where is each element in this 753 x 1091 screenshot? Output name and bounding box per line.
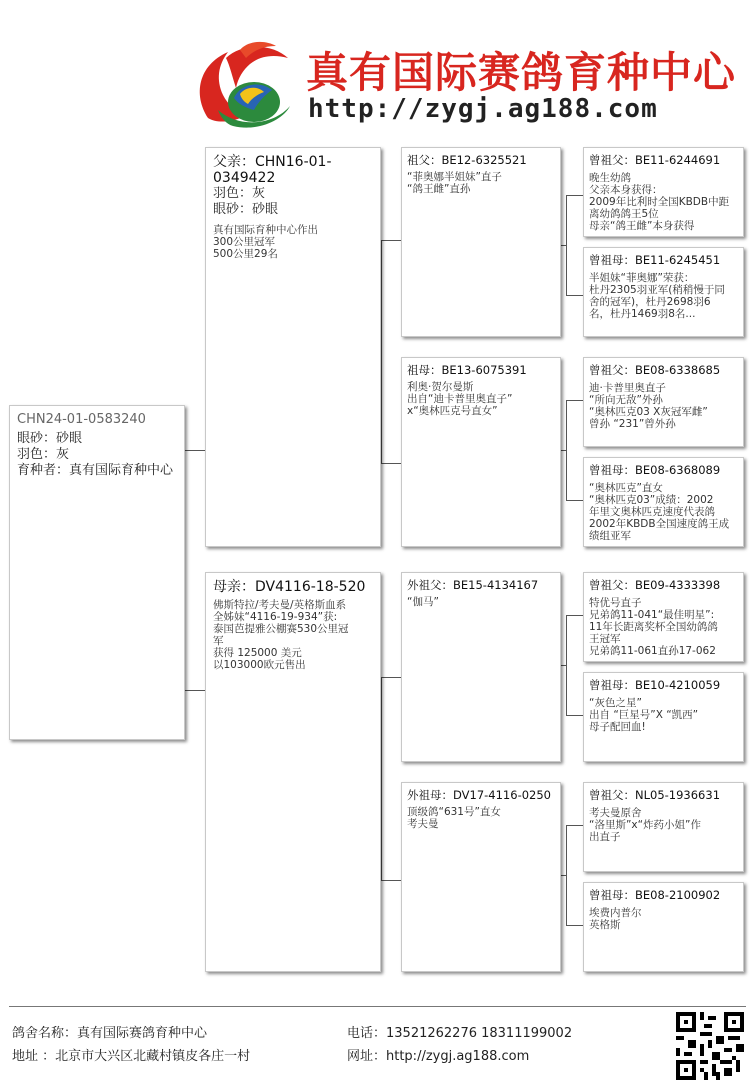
- dam-note: 泰国芭提雅公棚赛530公里冠: [213, 623, 349, 635]
- dam-note: 获得 125000 美元: [213, 647, 302, 659]
- great-grandparent-note: 离幼鸽鸽王5位: [589, 208, 659, 220]
- qr-code-icon[interactable]: [676, 1012, 744, 1080]
- great-grandparent-note: 2009年比利时全国KBDB中距: [589, 196, 730, 208]
- great-grandparent-note: “奥林匹克03”成绩：2002: [589, 494, 714, 506]
- sire-note: 300公里冠军: [213, 236, 276, 248]
- brand-title: 真有国际赛鸽育种中心: [306, 48, 737, 97]
- subject-breeder: 育种者：真有国际育种中心: [17, 463, 174, 478]
- great-grandparent-note: 兄弟鸽11-041“最佳明星”:: [589, 609, 715, 621]
- grandparent-note: “菲奥娜半姐妹”直子: [407, 171, 502, 183]
- great-grandparent-note: 年里文奥林匹克速度代表鸽: [589, 506, 715, 518]
- great-grandparent-note: 出自 “巨星号”X “凯西”: [589, 709, 699, 721]
- great-grandparent-note: “洛里斯”x“炸药小姐”作: [589, 819, 701, 831]
- great-grandparent-note: 埃费内普尔: [589, 907, 642, 919]
- great-grandparent-note: 王冠军: [589, 633, 621, 645]
- grandparent-note: x“奥林匹克号直女”: [407, 405, 498, 417]
- footer-address: 地址 ：北京市大兴区北藏村镇皮各庄一村: [12, 1049, 251, 1064]
- sire-card[interactable]: [205, 147, 381, 547]
- footer-phone: 电话：13521262276 18311199002: [347, 1026, 573, 1041]
- great-grandparent-note: “奥林匹克”直女: [589, 482, 663, 494]
- sire-color: 羽色：灰: [213, 186, 266, 201]
- great-grandparent-note: 迪·卡普里奥直子: [589, 382, 666, 394]
- great-grandparent-title: 曾祖父：BE09-4333398: [589, 578, 721, 592]
- great-grandparent-note: 舍的冠军)，杜丹2698羽6: [589, 296, 711, 308]
- sire-note: 500公里29名: [213, 248, 278, 260]
- grandparent-title: 外祖母：DV17-4116-0250: [407, 788, 551, 802]
- great-grandparent-title: 曾祖母：BE08-2100902: [589, 888, 721, 902]
- great-grandparent-card-1[interactable]: [583, 147, 744, 237]
- dam-note: 全姊妹“4116-19-934”获:: [213, 611, 338, 623]
- great-grandparent-title: 曾祖母：BE08-6368089: [589, 463, 721, 477]
- great-grandparent-card-7[interactable]: [583, 782, 744, 872]
- grandparent-title: 祖母：BE13-6075391: [407, 363, 527, 377]
- grandparent-title: 祖父：BE12-6325521: [407, 153, 527, 167]
- grandparent-note: 考夫曼: [407, 818, 439, 830]
- great-grandparent-note: 2002年KBDB全国速度鸽王成: [589, 518, 730, 530]
- great-grandparent-card-3[interactable]: [583, 357, 744, 447]
- great-grandparent-note: “所向无敌”外孙: [589, 394, 663, 406]
- great-grandparent-note: 英格斯: [589, 919, 621, 931]
- great-grandparent-note: 父亲本身获得：: [589, 184, 663, 196]
- great-grandparent-card-2[interactable]: [583, 247, 744, 337]
- phoenix-logo-icon: [188, 40, 298, 130]
- paternal-grandmother-card[interactable]: [401, 357, 561, 547]
- great-grandparent-title: 曾祖父：NL05-1936631: [589, 788, 721, 802]
- grandparent-note: “伽马”: [407, 596, 439, 608]
- great-grandparent-note: 绩组亚军: [589, 530, 631, 542]
- dam-note: 军: [213, 635, 224, 647]
- great-grandparent-note: 考夫曼原舍: [589, 807, 642, 819]
- great-grandparent-note: 出直子: [589, 831, 621, 843]
- great-grandparent-note: 曾孙 “231”曾外孙: [589, 418, 676, 430]
- paternal-grandfather-card[interactable]: [401, 147, 561, 337]
- dam-card[interactable]: [205, 572, 381, 972]
- dam-note: 以103000欧元售出: [213, 659, 306, 671]
- great-grandparent-card-8[interactable]: [583, 882, 744, 972]
- great-grandparent-note: 晚生幼鸽: [589, 172, 631, 184]
- great-grandparent-title: 曾祖父：BE11-6244691: [589, 153, 721, 167]
- maternal-grandmother-card[interactable]: [401, 782, 561, 972]
- great-grandparent-note: “灰色之星”: [589, 697, 642, 709]
- footer-loft-name: 鸽舍名称：真有国际赛鸽育种中心: [12, 1026, 208, 1041]
- great-grandparent-note: 11年长距离奖杯全国幼鸽鸽: [589, 621, 718, 633]
- grandparent-note: 顶级鸽“631号”直女: [407, 806, 501, 818]
- grandparent-note: “鸽王雌”直孙: [407, 183, 471, 195]
- subject-card[interactable]: [9, 405, 185, 740]
- great-grandparent-note: 兄弟鸽11-061直孙17-062: [589, 645, 716, 657]
- great-grandparent-note: 母亲“鸽王雌”本身获得: [589, 220, 695, 232]
- grandparent-note: 出自“迪卡普里奥直子”: [407, 393, 513, 405]
- great-grandparent-note: 母子配回血!: [589, 721, 646, 733]
- great-grandparent-note: 名，杜丹1469羽8名...: [589, 308, 696, 320]
- great-grandparent-title: 曾祖母：BE10-4210059: [589, 678, 721, 692]
- great-grandparent-card-4[interactable]: [583, 457, 744, 547]
- dam-ring: 母亲：DV4116-18-520: [213, 579, 366, 595]
- footer-divider: [9, 1006, 746, 1007]
- brand-url: http://zygj.ag188.com: [308, 94, 658, 124]
- great-grandparent-note: 特优号直子: [589, 597, 642, 609]
- great-grandparent-note: 杜丹2305羽亚军(稍稍慢于同: [589, 284, 725, 296]
- great-grandparent-title: 曾祖父：BE08-6338685: [589, 363, 721, 377]
- sire-note: 真有国际育种中心作出: [213, 224, 318, 236]
- maternal-grandfather-card[interactable]: [401, 572, 561, 762]
- great-grandparent-title: 曾祖母：BE11-6245451: [589, 253, 721, 267]
- great-grandparent-note: “奥林匹克03 X灰冠军雌”: [589, 406, 708, 418]
- subject-eye: 眼砂：砂眼: [17, 431, 83, 446]
- grandparent-title: 外祖父：BE15-4134167: [407, 578, 539, 592]
- dam-note: 佛斯特拉/考夫曼/英格斯血系: [213, 599, 347, 611]
- great-grandparent-note: 半姐妹“菲奥娜”荣获：: [589, 272, 695, 284]
- great-grandparent-card-5[interactable]: [583, 572, 744, 662]
- sire-eye: 眼砂：砂眼: [213, 202, 279, 217]
- subject-color: 羽色：灰: [17, 447, 70, 462]
- sire-ring: 父亲：CHN16-01-0349422: [213, 154, 332, 186]
- footer-website[interactable]: 网址：http://zygj.ag188.com: [347, 1049, 530, 1064]
- grandparent-note: 利奥·贺尔曼斯: [407, 381, 474, 393]
- great-grandparent-card-6[interactable]: [583, 672, 744, 762]
- subject-ring: CHN24-01-0583240: [17, 412, 146, 427]
- logo-mark: [188, 40, 298, 130]
